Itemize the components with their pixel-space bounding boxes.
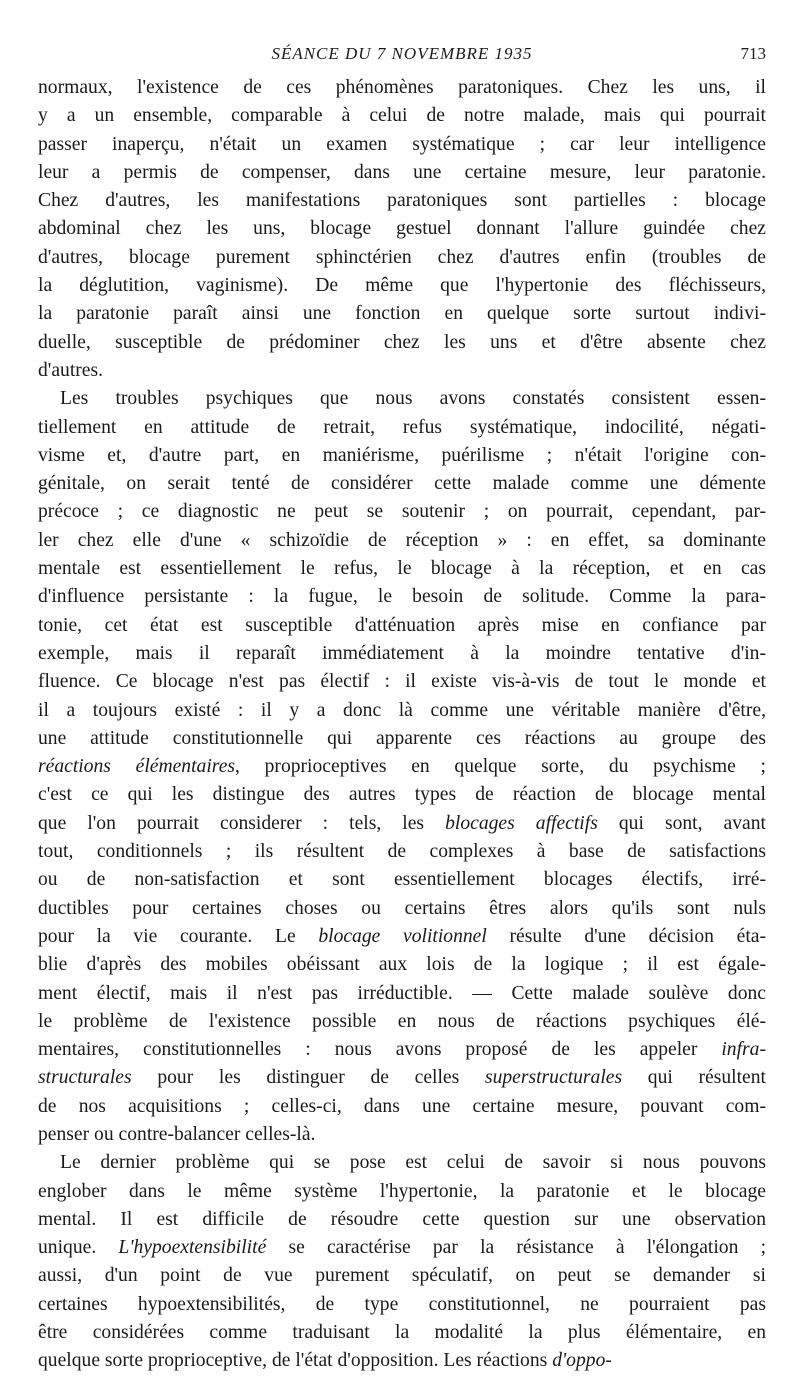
text-run: certaines hypoextensibilités, de type constitutionnel, ne pourraient pas [38,1293,766,1315]
text-run: mentale est essentiellement le refus, le blocage à la réception, et en cas [38,558,766,580]
text-run: le problème de l'existence possible en nous de réactions psychiques élé- [38,1010,766,1032]
text-line [38,668,766,696]
text-line [38,583,766,611]
text-run: , proprioceptives en quelque sorte, du psychisme ; [235,756,766,778]
paragraph [38,1149,766,1375]
text-line [38,357,766,385]
italic-term: L'hypoextensibilité [118,1237,267,1259]
text-line [38,1036,766,1064]
text-run: qui résultent [622,1067,766,1089]
italic-term: superstructurales [484,1067,623,1089]
text-line [38,187,766,215]
text-line [38,781,766,809]
text-line [38,159,766,187]
text-run: aussi, d'un point de vue purement spéculatif, on peut se demander si [38,1265,766,1287]
text-line [38,1291,766,1319]
text-run: mentaires, constitutionnelles : nous avons proposé de les appeler [38,1039,722,1061]
text-line [38,753,766,781]
text-line [38,923,766,951]
document-page [38,40,766,1376]
text-run: une attitude constitutionnelle qui apparente ces réactions au groupe des [38,727,766,749]
text-run: quelque sorte proprioceptive, de l'état d'opposition. Les réactions [38,1350,553,1372]
text-line [38,414,766,442]
text-run: Les troubles psychiques que nous avons constatés consistent essen- [60,388,766,410]
text-run: tiellement en attitude de retrait, refus systématique, indocilité, négati- [38,416,766,438]
text-run: Chez d'autres, les manifestations paratoniques sont partielles : blocage [38,190,766,212]
text-line [38,980,766,1008]
text-line [38,1008,766,1036]
page-number: 713 [740,44,766,63]
text-run: d'autres, blocage purement sphinctérien chez d'autres enfin (troubles de [38,246,766,268]
text-run: visme et, d'autre part, en maniérisme, puérilisme ; n'était l'origine con- [38,444,766,466]
italic-term: blocage volitionnel [318,925,487,947]
text-line [38,1347,766,1375]
text-line [38,498,766,526]
paragraph [38,74,766,385]
text-line [38,1064,766,1092]
text-line [38,215,766,243]
text-line [38,1234,766,1262]
text-line [38,612,766,640]
text-run: génitale, on serait tenté de considérer cette malade comme une démente [38,473,766,495]
body-text [38,74,766,1376]
text-run: c'est ce qui les distingue des autres types de réaction de blocage mental [38,784,766,806]
text-run: tonie, cet état est susceptible d'atténuation après mise en confiance par [38,614,766,636]
text-run: se caractérise par la résistance à l'élongation ; [266,1237,766,1259]
text-run: qui sont, avant [597,812,766,834]
text-line [38,102,766,130]
text-run: blie d'après des mobiles obéissant aux lois de la logique ; il est égale- [38,954,766,976]
text-run: pour la vie courante. Le [38,925,319,947]
text-line [38,1262,766,1290]
text-run: ductibles pour certaines choses ou certains êtres alors qu'ils sont nuls [38,897,766,919]
italic-term: d'oppo- [552,1350,612,1372]
text-line [38,244,766,272]
text-line [38,300,766,328]
text-line [38,895,766,923]
text-line [38,131,766,159]
text-run: passer inaperçu, n'était un examen systématique ; car leur intelligence [38,133,766,155]
text-line [38,442,766,470]
text-run: fluence. Ce blocage n'est pas électif : il existe vis-à-vis de tout le monde et [38,671,766,693]
text-line [38,697,766,725]
text-run: normaux, l'existence de ces phénomènes paratoniques. Chez les uns, il [38,77,766,98]
text-line [38,725,766,753]
text-run: tout, conditionnels ; ils résultent de complexes à base de satisfactions [38,841,766,863]
text-run: la paratonie paraît ainsi une fonction en quelque sorte surtout indivi- [38,303,766,325]
text-run: il a toujours existé : il y a donc là comme une véritable manière d'être, [38,699,766,721]
text-run: la déglutition, vaginisme). De même que l'hypertonie des fléchisseurs, [38,275,766,297]
text-run: leur a permis de compenser, dans une certaine mesure, leur paratonie. [38,161,766,183]
text-line [38,272,766,300]
text-line [38,640,766,668]
italic-term: structurales [38,1067,132,1089]
text-line [38,385,766,413]
text-run: mental. Il est difficile de résoudre cette question sur une observation [38,1208,766,1230]
text-run: abdominal chez les uns, blocage gestuel donnant l'allure guindée chez [38,218,766,240]
text-run: d'influence persistante : la fugue, le besoin de solitude. Comme la para- [38,586,766,608]
text-run: de nos acquisitions ; celles-ci, dans une certaine mesure, pouvant com- [38,1095,766,1117]
text-line [38,838,766,866]
text-run: pour les distinguer de celles [131,1067,485,1089]
text-line [38,1149,766,1177]
text-run: ler chez elle d'une « schizoïdie de réception » : en effet, sa dominante [38,529,766,551]
text-run: exemple, mais il reparaît immédiatement à la moindre tentative d'in- [38,642,766,664]
text-line [38,866,766,894]
text-line [38,527,766,555]
text-line [38,810,766,838]
text-line [38,1121,766,1149]
text-run: résulte d'une décision éta- [486,925,766,947]
text-run: ment électif, mais il n'est pas irréductible. — Cette malade soulève donc [38,982,766,1004]
text-run: précoce ; ce diagnostic ne peut se soutenir ; on pourrait, cependant, par- [38,501,766,523]
text-line [38,74,766,102]
text-line [38,1178,766,1206]
text-line [38,555,766,583]
italic-term: infra- [721,1039,766,1061]
italic-term: réactions élémentaires [38,756,236,778]
paragraph [38,385,766,1149]
text-run: y a un ensemble, comparable à celui de notre malade, mais qui pourrait [38,105,766,127]
text-run: d'autres. [38,359,104,381]
text-run: unique. [38,1237,119,1259]
text-run: que l'on pourrait considerer : tels, les [38,812,446,834]
text-line [38,951,766,979]
running-title: SÉANCE DU 7 NOVEMBRE 1935 [271,44,533,63]
text-run: englober dans le même système l'hypertonie, la paratonie et le blocage [38,1180,766,1202]
text-line [38,1093,766,1121]
text-run: duelle, susceptible de prédominer chez les uns et d'être absente chez [38,331,766,353]
text-run: être considérées comme traduisant la modalité la plus élémentaire, en [38,1322,766,1344]
italic-term: blocages affectifs [445,812,598,834]
text-run: Le dernier problème qui se pose est celui de savoir si nous pouvons [60,1152,766,1174]
running-header [38,40,766,74]
text-run: ou de non-satisfaction et sont essentiellement blocages électifs, irré- [38,869,766,891]
text-line [38,1206,766,1234]
text-run: penser ou contre-balancer celles-là. [38,1123,316,1145]
text-line [38,470,766,498]
text-line [38,329,766,357]
text-line [38,1319,766,1347]
